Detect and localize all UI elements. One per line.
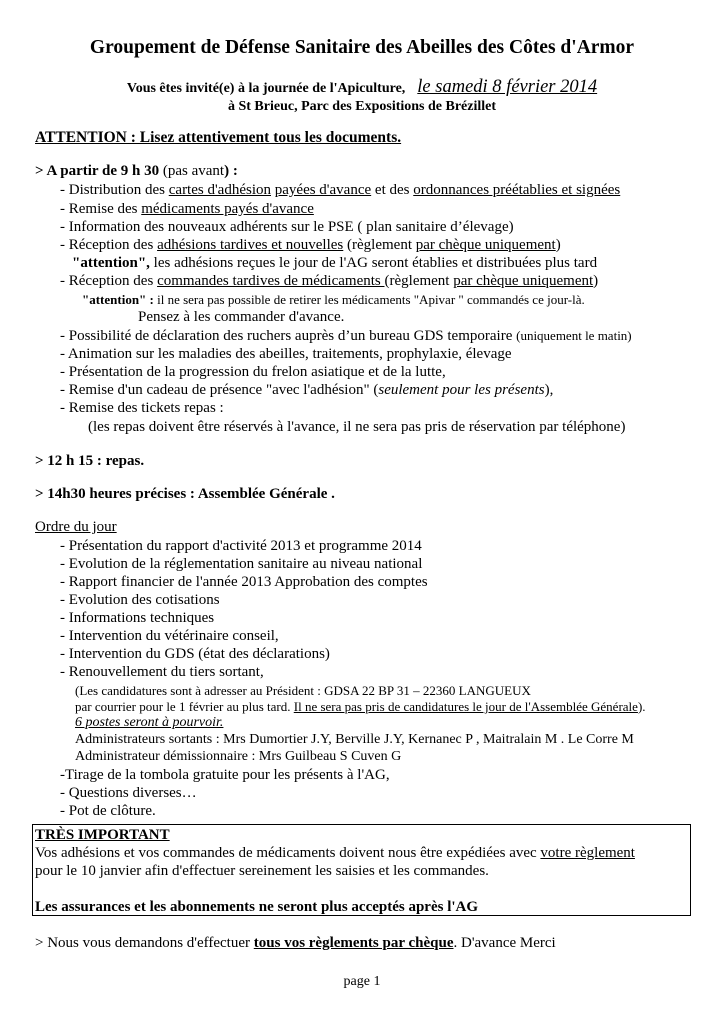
agenda-item: - Informations techniques — [60, 610, 215, 626]
invitation-line — [0, 77, 724, 98]
event-location: à St Brieuc, Parc des Expositions de Brézillet — [227, 99, 497, 114]
list-item-reception-adhesions: - Réception des adhésions tardives et nouvelles (règlement par chèque uniquement) — [60, 237, 561, 253]
list-item-information-pse: - Information des nouveaux adhérents sur le PSE ( plan sanitaire d’élevage) — [60, 219, 514, 235]
closing-note: > Nous vous demandons d'effectuer tous vos règlements par chèque. D'avance Merci — [35, 935, 556, 951]
candidatures-deadline: par courrier pour le 1 février au plus tard. Il ne sera pas pris de candidatures le jour de l'Assemblée Générale). — [75, 699, 646, 714]
list-item-tickets-repas: - Remise des tickets repas : — [60, 400, 224, 416]
important-line-assurances: Les assurances et les abonnements ne seront plus acceptés après l'AG — [35, 899, 479, 915]
agenda-item: - Evolution de la réglementation sanitaire au niveau national — [60, 556, 423, 572]
agenda-heading: Ordre du jour — [35, 519, 117, 535]
assembly-time: > 14h30 heures précises : Assemblée Générale . — [35, 486, 335, 502]
event-date: le samedi 8 février 2014 — [417, 77, 598, 97]
list-item-reception-commandes: - Réception des commandes tardives de médicaments (règlement par chèque uniquement) — [60, 273, 599, 289]
postes-a-pourvoir: 6 postes seront à pourvoir. — [75, 715, 224, 730]
agenda-item-questions: - Questions diverses… — [60, 785, 197, 801]
list-item-remise-medicaments: - Remise des médicaments payés d'avance — [60, 201, 314, 217]
important-line-reglement: Vos adhésions et vos commandes de médicaments doivent nous être expédiées avec votre règlement — [35, 845, 635, 861]
candidatures-address: (Les candidatures sont à adresser au Président : GDSA 22 BP 31 – 22360 LANGUEUX — [75, 683, 531, 698]
attention-note-adhesions: "attention", les adhésions reçues le jour de l'AG seront établies et distribuées plus tard — [72, 255, 598, 271]
list-item-cadeau: - Remise d'un cadeau de présence "avec l'adhésion" (seulement pour les présents), — [60, 382, 554, 398]
agenda-item: - Présentation du rapport d'activité 2013 et programme 2014 — [60, 538, 422, 554]
agenda-item-tombola: -Tirage de la tombola gratuite pour les présents à l'AG, — [60, 767, 390, 783]
agenda-item: - Renouvellement du tiers sortant, — [60, 664, 264, 680]
document-title: Groupement de Défense Sanitaire des Abeilles des Côtes d'Armor — [89, 37, 635, 58]
morning-heading: > A partir de 9 h 30 (pas avant) : — [35, 163, 238, 179]
list-item-distribution: - Distribution des cartes d'adhésion payées d'avance et des ordonnances préétablies et signées — [60, 182, 621, 198]
attention-note-apivar: "attention" : il ne sera pas possible de retirer les médicaments "Apivar " commandés ce jour-là. — [82, 292, 585, 307]
attention-heading: ATTENTION : Lisez attentivement tous les documents. — [35, 129, 402, 146]
note-pensez-commander: Pensez à les commander d'avance. — [138, 309, 345, 325]
invitation-text: Vous êtes invité(e) à la journée de l'Apiculture, — [126, 81, 406, 96]
agenda-item: - Intervention du vétérinaire conseil, — [60, 628, 279, 644]
agenda-item: - Evolution des cotisations — [60, 592, 220, 608]
page-number: page 1 — [343, 974, 381, 989]
lunch-time: > 12 h 15 : repas. — [35, 453, 145, 469]
list-item-declaration-ruchers: - Possibilité de déclaration des ruchers auprès d’un bureau GDS temporaire (uniquement le matin) — [60, 328, 632, 344]
list-item-animation: - Animation sur les maladies des abeilles, traitements, prophylaxie, élevage — [60, 346, 512, 362]
list-item-frelon: - Présentation de la progression du frelon asiatique et de la lutte, — [60, 364, 446, 380]
agenda-item: - Rapport financier de l'année 2013 Approbation des comptes — [60, 574, 428, 590]
agenda-item: - Intervention du GDS (état des déclarations) — [60, 646, 330, 662]
administrateurs-sortants: Administrateurs sortants : Mrs Dumortier J.Y, Berville J.Y, Kernanec P , Maitralain M . Le Corre M — [75, 732, 634, 747]
agenda-item-pot: - Pot de clôture. — [60, 803, 156, 819]
administrateur-demissionnaire: Administrateur démissionnaire : Mrs Guilbeau S Cuven G — [75, 749, 402, 764]
important-heading: TRÈS IMPORTANT — [35, 827, 170, 843]
note-repas-reservation: (les repas doivent être réservés à l'avance, il ne sera pas pris de réservation par téléphone) — [88, 419, 626, 435]
important-line-deadline: pour le 10 janvier afin d'effectuer sereinement les saisies et les commandes. — [35, 863, 489, 879]
